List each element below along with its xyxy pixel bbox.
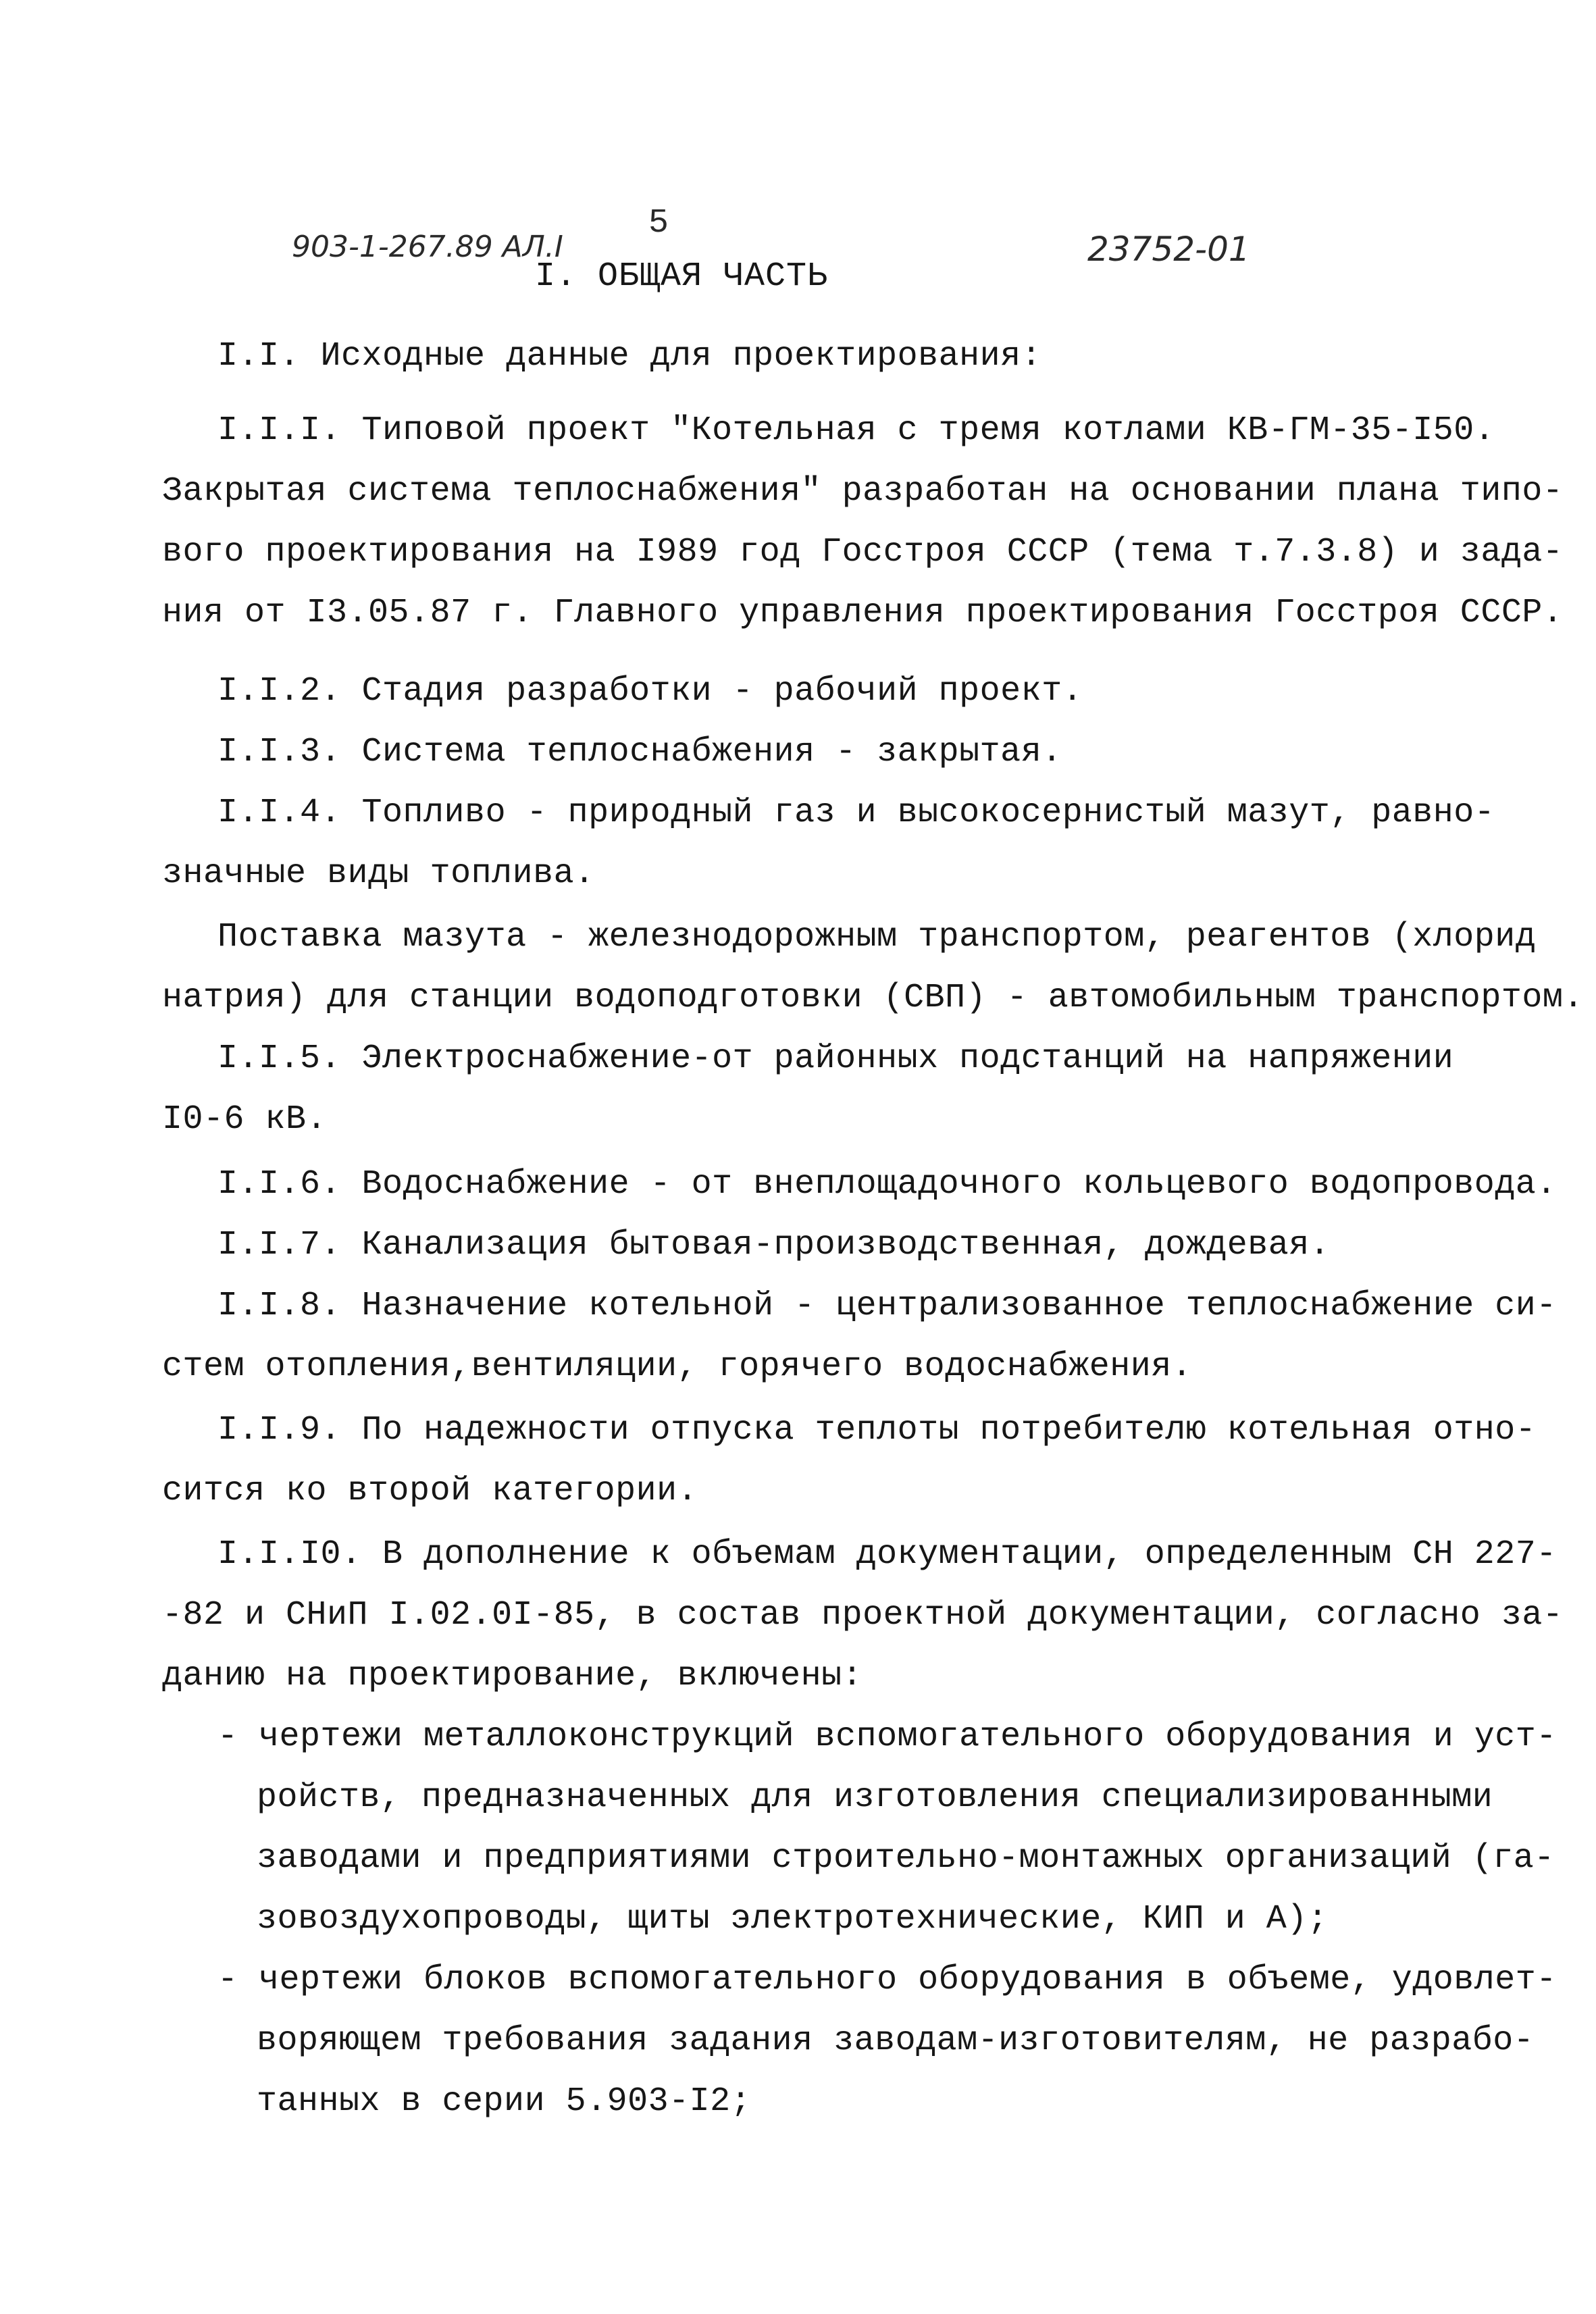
paragraph-line: Поставка мазута - железнодорожным транспортом, реагентов (хлорид [217, 918, 1537, 956]
page-number: 5 [648, 204, 669, 242]
inventory-number: 23752-01 [1087, 230, 1250, 269]
paragraph-line: значные виды топлива. [162, 854, 595, 893]
paragraph-line: ния от I3.05.87 г. Главного управления проектирования Госстроя СССР. [162, 594, 1564, 632]
document-code: 903-1-267.89 АЛ.I [292, 230, 563, 264]
list-item-line: ройств, предназначенных для изготовления специализированными [257, 1778, 1493, 1817]
section-title: I. ОБЩАЯ ЧАСТЬ [535, 257, 829, 296]
paragraph-line: I.I.I. Типовой проект "Котельная с тремя котлами КВ-ГМ-35-I50. [217, 411, 1495, 450]
paragraph-line: I.I.9. По надежности отпуска теплоты потребителю котельная отно- [217, 1411, 1537, 1449]
list-item-line: танных в серии 5.903-I2; [257, 2082, 752, 2121]
paragraph-line: I0-6 кВ. [162, 1100, 328, 1139]
paragraph-line: данию на проектирование, включены: [162, 1657, 863, 1695]
paragraph-line: I.I.3. Система теплоснабжения - закрытая. [217, 733, 1062, 771]
paragraph-line: сится ко второй категории. [162, 1472, 698, 1510]
paragraph-line: -82 и СНиП I.02.0I-85, в состав проектной документации, согласно за- [162, 1596, 1564, 1635]
paragraph-line: I.I.2. Стадия разработки - рабочий проект. [217, 672, 1083, 711]
heading-1-1: I.I. Исходные данные для проектирования: [217, 337, 1042, 376]
paragraph-line: Закрытая система теплоснабжения" разработан на основании плана типо- [162, 472, 1564, 511]
paragraph-line: I.I.6. Водоснабжение - от внеплощадочного кольцевого водопровода. [217, 1165, 1557, 1204]
paragraph-line: I.I.I0. В дополнение к объемам документации, определенным СН 227- [217, 1535, 1557, 1574]
paragraph-line: вого проектирования на I989 год Госстроя СССР (тема т.7.3.8) и зада- [162, 533, 1564, 571]
paragraph-line: I.I.5. Электроснабжение-от районных подстанций на напряжении [217, 1039, 1454, 1078]
paragraph-line: I.I.4. Топливо - природный газ и высокосернистый мазут, равно- [217, 794, 1495, 832]
list-item-line: зовоздухопроводы, щиты электротехнические, КИП и А); [257, 1900, 1329, 1938]
list-item-line: заводами и предприятиями строительно-монтажных организаций (га- [257, 1839, 1555, 1878]
list-item-line: воряющем требования задания заводам-изготовителям, не разрабо- [257, 2022, 1535, 2060]
paragraph-line: стем отопления,вентиляции, горячего водоснабжения. [162, 1347, 1193, 1386]
paragraph-line: I.I.8. Назначение котельной - централизованное теплоснабжение си- [217, 1287, 1557, 1325]
list-item-line: - чертежи металлоконструкций вспомогательного оборудования и уст- [217, 1718, 1557, 1756]
paragraph-line: I.I.7. Канализация бытовая-производственная, дождевая. [217, 1226, 1331, 1264]
list-item-line: - чертежи блоков вспомогательного оборудования в объеме, удовлет- [217, 1961, 1557, 1999]
paragraph-line: натрия) для станции водоподготовки (СВП) - автомобильным транспортом. [162, 979, 1584, 1017]
